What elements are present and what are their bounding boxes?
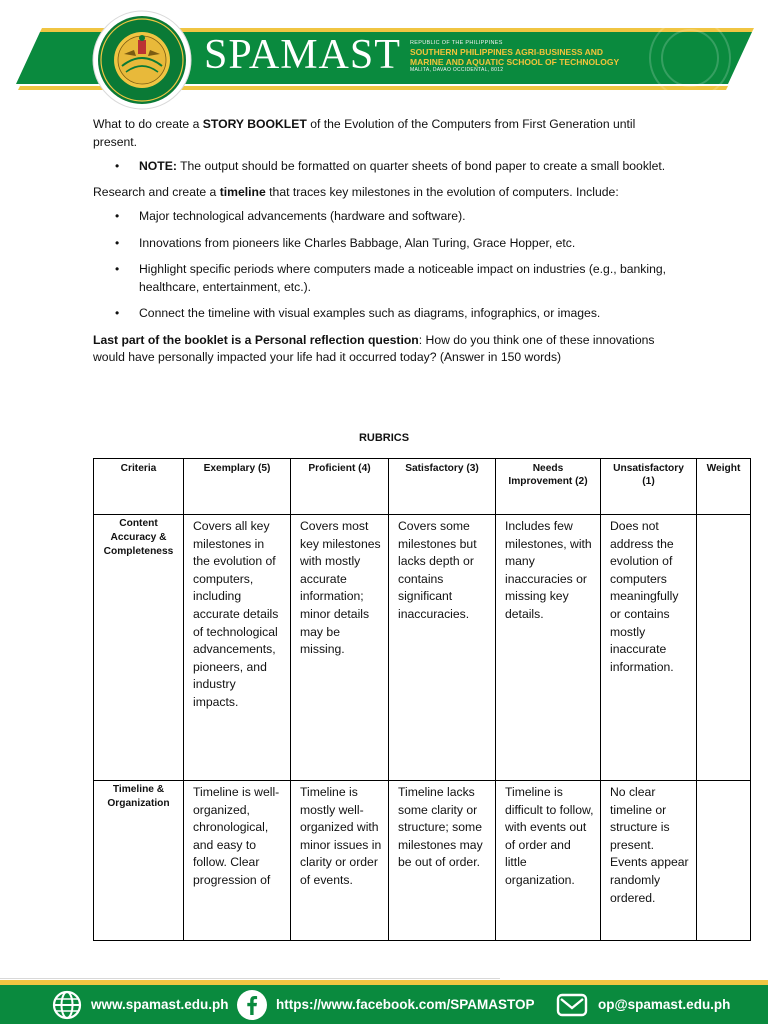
table-cell: No clear timeline or structure is present. Events appear randomly ordered. xyxy=(601,781,697,941)
website-link[interactable]: www.spamast.edu.ph xyxy=(91,997,229,1012)
table-cell: Timeline is mostly well-organized with minor issues in clarity or order of events. xyxy=(291,781,389,941)
table-row xyxy=(94,515,751,781)
facebook-icon xyxy=(237,990,267,1020)
republic-line: REPUBLIC OF THE PHILIPPINES xyxy=(410,40,503,46)
school-name-line-2: MARINE AND AQUATIC SCHOOL OF TECHNOLOGY xyxy=(410,57,620,67)
timeline-requirements-list xyxy=(93,208,673,323)
reflection-emphasis: Last part of the booklet is a Personal reflection question xyxy=(93,332,419,347)
criteria-cell: Timeline & Organization xyxy=(94,781,184,941)
header-needs-improvement: Needs Improvement (2) xyxy=(496,459,601,515)
story-booklet-emphasis: STORY BOOKLET xyxy=(202,117,307,131)
header-criteria: Criteria xyxy=(94,459,184,515)
table-row xyxy=(94,781,751,941)
note-item: • NOTE: The output should be formatted on quarter sheets of bond paper to create a small booklet. xyxy=(139,158,673,176)
footer-divider xyxy=(0,978,500,979)
table-cell: Covers most key milestones with mostly accurate information; minor details may be missing. xyxy=(291,515,389,781)
school-seal-logo xyxy=(92,10,192,110)
letterhead-banner xyxy=(0,0,768,112)
intro-paragraph: What to do create a STORY BOOKLET of the Evolution of the Computers from First Generation until present. xyxy=(93,117,636,149)
mail-icon xyxy=(555,990,589,1020)
note-list xyxy=(93,158,673,176)
header-proficient: Proficient (4) xyxy=(291,459,389,515)
globe-icon xyxy=(52,990,82,1020)
list-item: • Connect the timeline with visual examples such as diagrams, infographics, or images. xyxy=(139,305,673,323)
footer-email[interactable] xyxy=(555,985,730,1024)
table-cell: Does not address the evolution of computers meaningfully or contains mostly inaccurate information. xyxy=(601,515,697,781)
timeline-emphasis: timeline xyxy=(219,184,266,199)
header-exemplary: Exemplary (5) xyxy=(184,459,291,515)
email-link[interactable]: op@spamast.edu.ph xyxy=(598,997,731,1012)
reflection-paragraph: Last part of the booklet is a Personal reflection question: How do you think one of these innovations would have personally impacted your life had it occurred today? (Answer in 150 words) xyxy=(93,332,655,364)
list-item: • Major technological advancements (hardware and software). xyxy=(139,208,673,226)
footer-facebook[interactable] xyxy=(237,985,535,1024)
header-unsatisfactory: Unsatisfactory (1) xyxy=(601,459,697,515)
table-cell: Timeline is difficult to follow, with events out of order and little organization. xyxy=(496,781,601,941)
footer-website[interactable] xyxy=(52,985,229,1024)
header-weight: Weight xyxy=(697,459,751,515)
rubrics-title: RUBRICS xyxy=(358,432,410,444)
header-satisfactory: Satisfactory (3) xyxy=(389,459,496,515)
note-label: NOTE: xyxy=(139,159,177,173)
table-cell: Includes few milestones, with many inaccuracies or missing key details. xyxy=(496,515,601,781)
list-item: • Innovations from pioneers like Charles Babbage, Alan Turing, Grace Hopper, etc. xyxy=(139,235,673,253)
school-address: MALITA, DAVAO OCCIDENTAL, 8012 xyxy=(410,67,504,73)
weight-cell xyxy=(697,781,751,941)
timeline-paragraph: Research and create a timeline that traces key milestones in the evolution of computers. Include: xyxy=(93,184,619,199)
table-cell: Covers some milestones but lacks depth or contains significant inaccuracies. xyxy=(389,515,496,781)
list-item: • Highlight specific periods where computers made a noticeable impact on industries (e.g., banking, healthcare, entertainment, etc.). xyxy=(139,261,673,296)
table-header-row xyxy=(94,459,751,515)
table-cell: Covers all key milestones in the evolution of computers, including accurate details of technological advancements, pioneers, and industry impacts. xyxy=(184,515,291,781)
criteria-cell: Content Accuracy & Completeness xyxy=(94,515,184,781)
school-brand-name: SPAMAST xyxy=(204,32,401,78)
weight-cell xyxy=(697,515,751,781)
table-cell: Timeline is well-organized, chronological, and easy to follow. Clear progression of xyxy=(184,781,291,941)
school-name-line-1: SOUTHERN PHILIPPINES AGRI-BUSINESS AND xyxy=(410,47,604,57)
school-full-name xyxy=(410,40,619,74)
facebook-link[interactable]: https://www.facebook.com/SPAMASTOP xyxy=(276,997,535,1012)
rubrics-table xyxy=(93,458,751,941)
instructions xyxy=(93,116,673,374)
table-cell: Timeline lacks some clarity or structure; some milestones may be out of order. xyxy=(389,781,496,941)
footer-bar xyxy=(0,985,768,1024)
